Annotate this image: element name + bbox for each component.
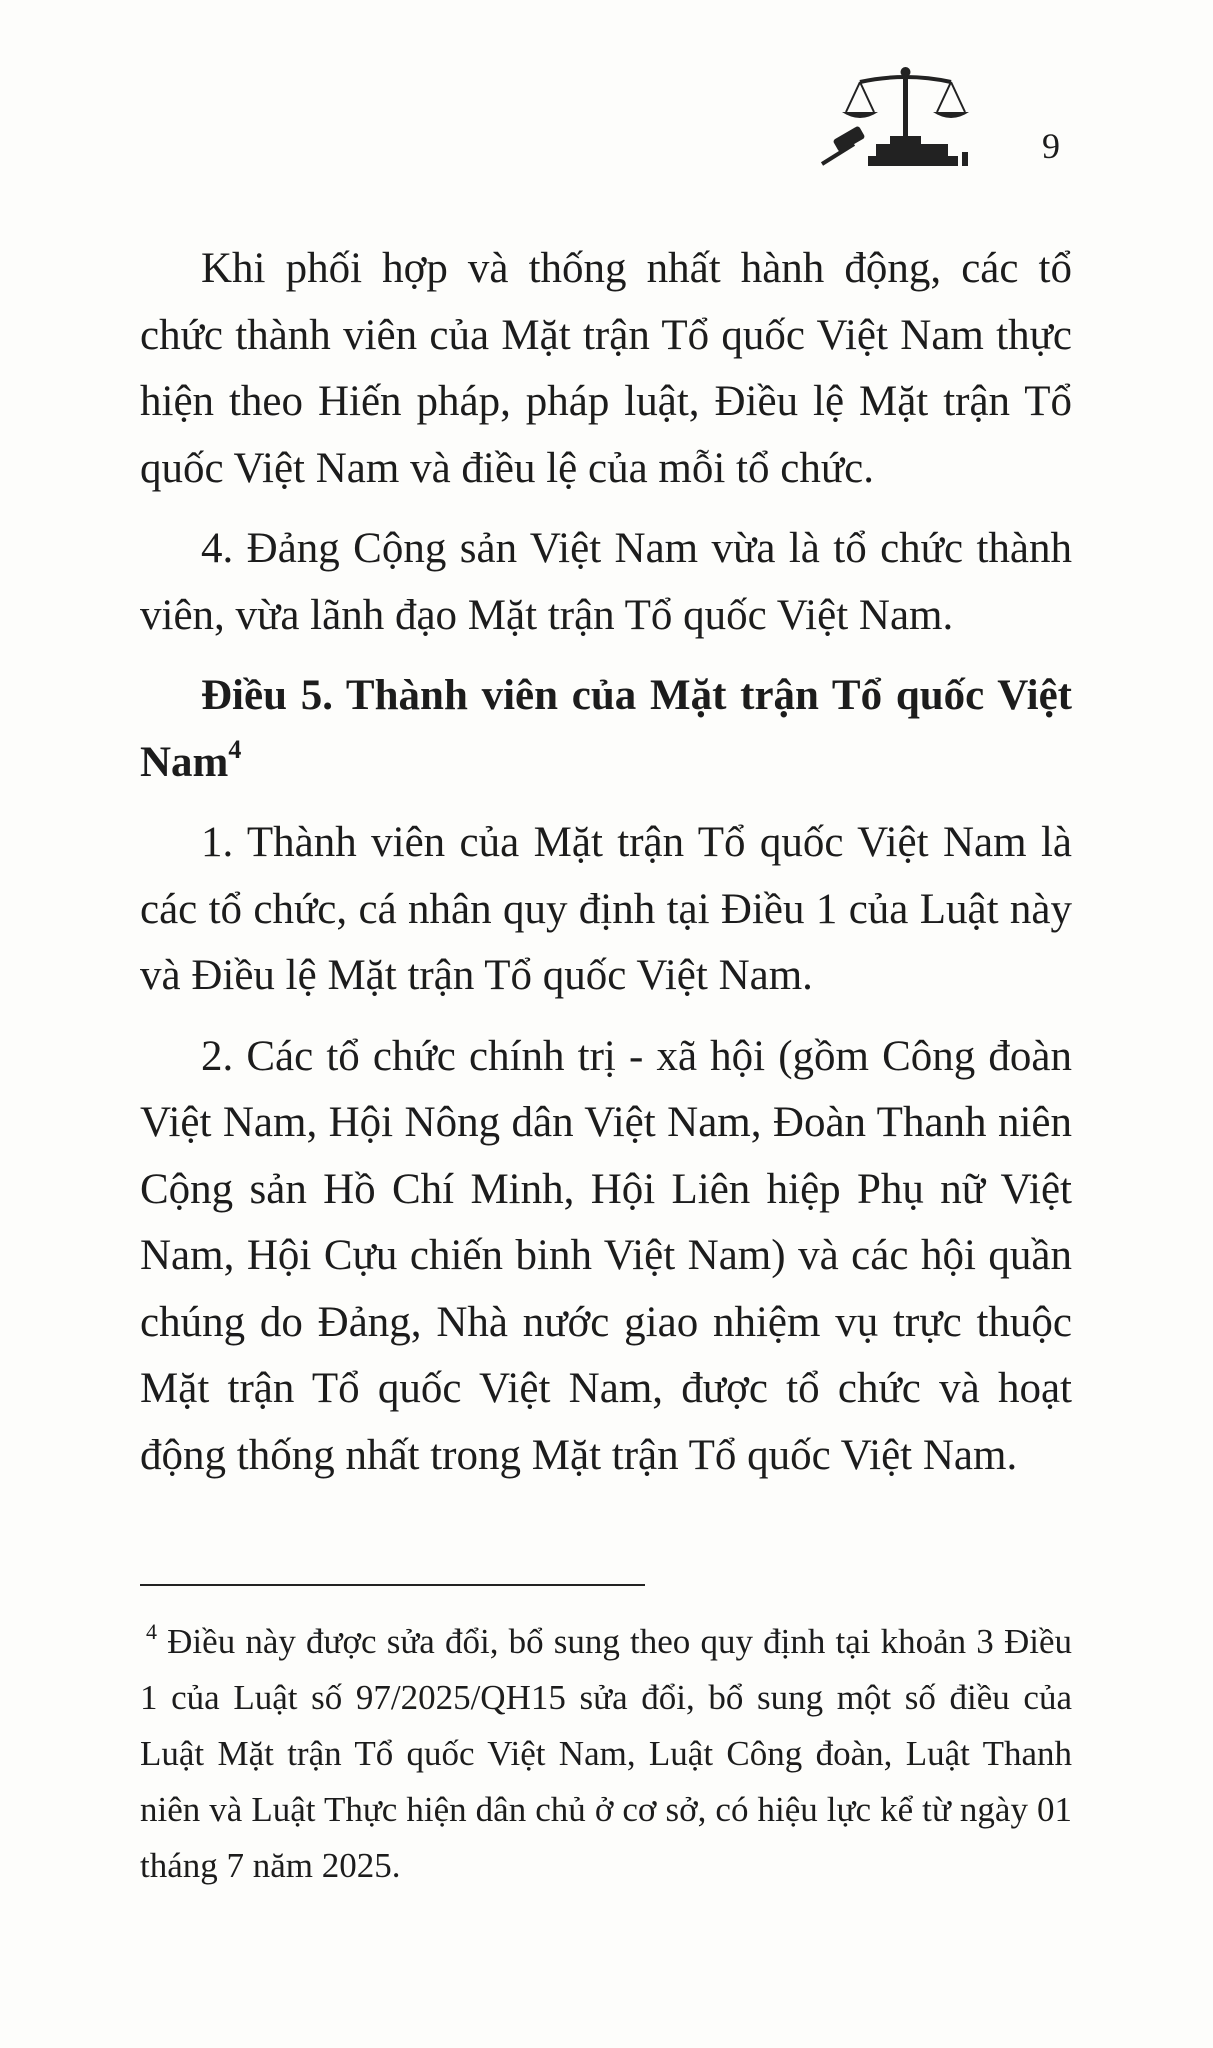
footnote-divider (140, 1584, 645, 1586)
footnote-text: Điều này được sửa đổi, bổ sung theo quy định tại khoản 3 Điều 1 của Luật số 97/2025/QH15 sửa đổi, bổ sung một số điều của Luật Mặt trận Tổ quốc Việt Nam, Luật Công đoàn, Luật Thanh niên và Luật Thực hiện dân chủ ở cơ sở, có hiệu lực kể từ ngày 01 tháng 7 năm 2025. (140, 1622, 1072, 1885)
clause: 1. Thành viên của Mặt trận Tổ quốc Việt Nam là các tổ chức, cá nhân quy định tại Điều 1 của Luật này và Điều lệ Mặt trận Tổ quốc Việt Nam. (140, 819, 1072, 999)
page-header (820, 60, 1090, 170)
page-number: 9 (1042, 126, 1060, 166)
main-text (140, 236, 1072, 1503)
paragraph: 4. Đảng Cộng sản Việt Nam vừa là tổ chức thành viên, vừa lãnh đạo Mặt trận Tổ quốc Việt Nam. (140, 525, 1072, 639)
footnote (140, 1614, 1072, 1894)
article-heading (140, 663, 1072, 796)
footnote-reference[interactable]: 4 (228, 734, 242, 764)
scales-of-justice-icon (820, 60, 990, 170)
article-title: Điều 5. Thành viên của Mặt trận Tổ quốc Việt Nam (140, 672, 1072, 786)
paragraph: Khi phối hợp và thống nhất hành động, các tổ chức thành viên của Mặt trận Tổ quốc Việt Nam thực hiện theo Hiến pháp, pháp luật, Điều lệ Mặt trận Tổ quốc Việt Nam và điều lệ của mỗi tổ chức. (140, 245, 1072, 492)
footnote-marker: 4 (146, 1619, 157, 1644)
clause: 2. Các tổ chức chính trị - xã hội (gồm Công đoàn Việt Nam, Hội Nông dân Việt Nam, Đoàn Thanh niên Cộng sản Hồ Chí Minh, Hội Liên hiệp Phụ nữ Việt Nam, Hội Cựu chiến binh Việt Nam) và các hội quần chúng do Đảng, Nhà nước giao nhiệm vụ trực thuộc Mặt trận Tổ quốc Việt Nam, được tổ chức và hoạt động thống nhất trong Mặt trận Tổ quốc Việt Nam. (140, 1032, 1072, 1479)
